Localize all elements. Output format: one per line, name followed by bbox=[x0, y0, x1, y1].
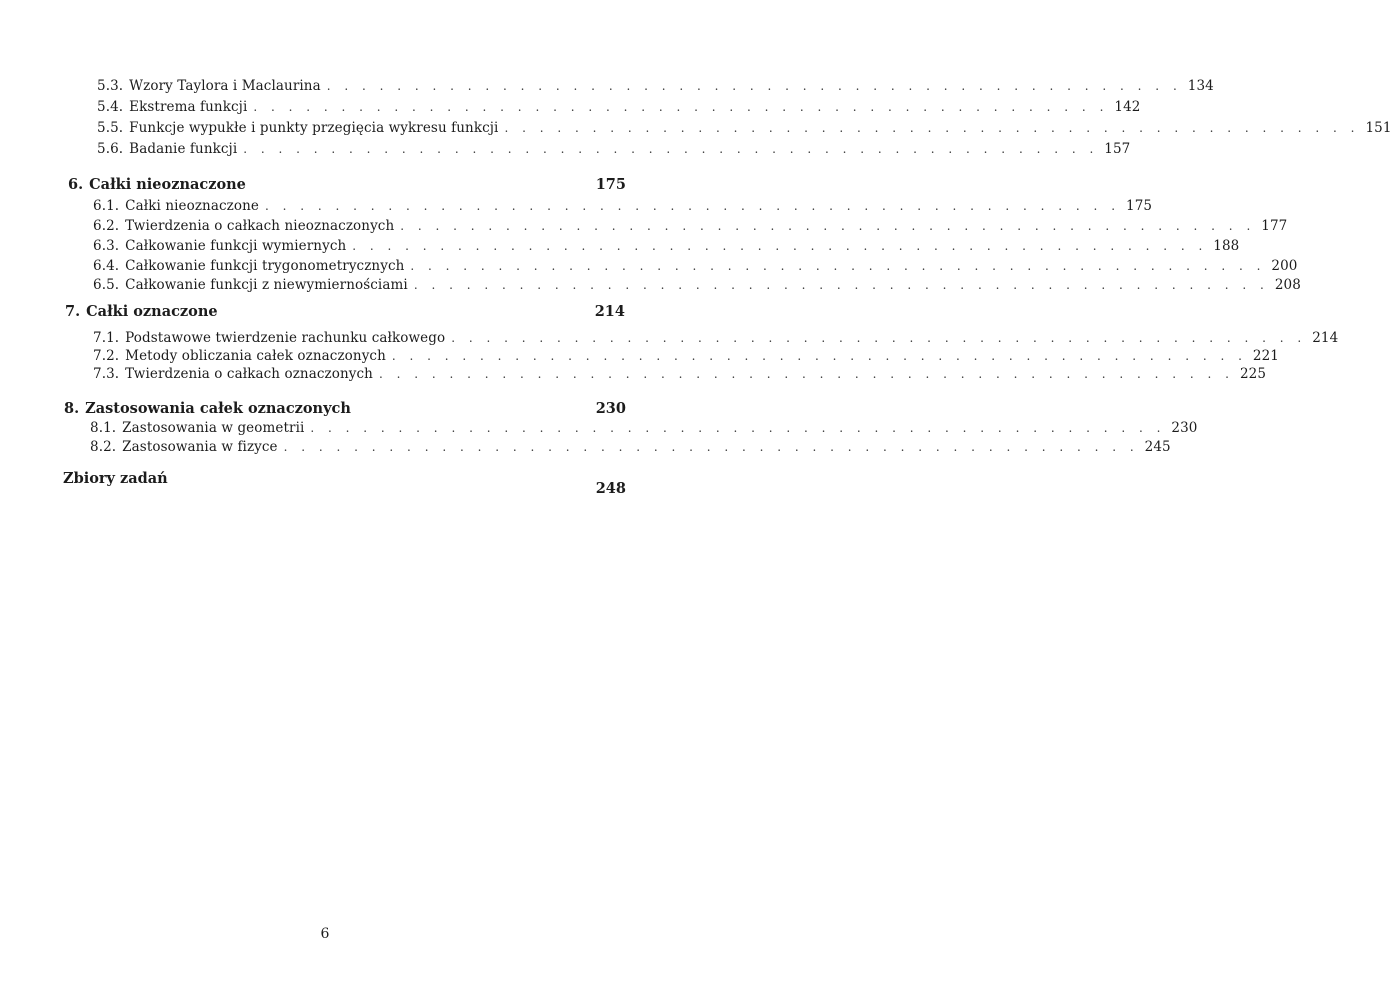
toc-chapter bbox=[63, 470, 626, 497]
toc-entry-number: 5.4. bbox=[97, 99, 124, 115]
toc-entry-page: 221 bbox=[1252, 348, 1279, 364]
toc-entry-page: 214 bbox=[1312, 330, 1339, 346]
dot-leader: . . . . . . . . . . . . . . . . . . . . . . . . . . . . . . . . . . . . . . . . . . . . . . . . . bbox=[310, 421, 1166, 435]
toc-chapter-page: 214 bbox=[594, 303, 625, 320]
toc-entry-number: 7.3. bbox=[93, 366, 120, 382]
toc-entry-title: Całkowanie funkcji wymiernych bbox=[125, 238, 347, 254]
toc-chapter-title: Całki nieoznaczone bbox=[89, 176, 246, 193]
toc-entry-number: 6.1. bbox=[93, 198, 120, 214]
dot-leader: . . . . . . . . . . . . . . . . . . . . . . . . . . . . . . . . . . . . . . . . . . . . . . . . . bbox=[253, 100, 1109, 114]
dot-leader: . . . . . . . . . . . . . . . . . . . . . . . . . . . . . . . . . . . . . . . . . . . . . . . . . bbox=[243, 142, 1099, 156]
toc-entry-number: 6.4. bbox=[93, 258, 120, 274]
toc-entry bbox=[93, 330, 1339, 346]
toc-chapter-number: 7. bbox=[65, 303, 81, 320]
toc-entry-page: 188 bbox=[1213, 238, 1240, 254]
toc-entry-page: 142 bbox=[1114, 99, 1141, 115]
toc-entry-title: Ekstrema funkcji bbox=[129, 99, 248, 115]
toc-entry-title: Zastosowania w fizyce bbox=[122, 439, 278, 455]
toc-entry-page: 208 bbox=[1274, 277, 1301, 293]
toc-entry bbox=[93, 198, 1153, 214]
toc-entry-title: Twierdzenia o całkach oznaczonych bbox=[125, 366, 373, 382]
toc-chapter-title: Zastosowania całek oznaczonych bbox=[85, 400, 351, 417]
dot-leader: . . . . . . . . . . . . . . . . . . . . . . . . . . . . . . . . . . . . . . . . . . . . . . . . . bbox=[283, 440, 1139, 454]
toc-entry-title: Twierdzenia o całkach nieoznaczonych bbox=[125, 218, 395, 234]
toc-chapter-number: 8. bbox=[64, 400, 80, 417]
toc-chapter-page: 230 bbox=[595, 400, 626, 417]
toc-entry-number: 5.6. bbox=[97, 141, 124, 157]
toc-entry bbox=[93, 258, 1298, 274]
toc-entry-number: 5.3. bbox=[97, 78, 124, 94]
toc-entry bbox=[90, 439, 1171, 455]
toc-chapter-number: 6. bbox=[68, 176, 84, 193]
toc-entry-page: 245 bbox=[1144, 439, 1171, 455]
toc-entry-title: Wzory Taylora i Maclaurina bbox=[129, 78, 321, 94]
toc-entry bbox=[90, 420, 1198, 436]
toc-entry-page: 225 bbox=[1239, 366, 1267, 382]
toc-chapter bbox=[65, 303, 625, 320]
toc-entry bbox=[97, 78, 1214, 94]
toc-entry-number: 5.5. bbox=[97, 120, 124, 136]
dot-leader: . . . . . . . . . . . . . . . . . . . . . . . . . . . . . . . . . . . . . . . . . . . . . . . . . bbox=[352, 239, 1208, 253]
dot-leader: . . . . . . . . . . . . . . . . . . . . . . . . . . . . . . . . . . . . . . . . . . . . . . . . . bbox=[400, 219, 1256, 233]
toc-entry-page: 200 bbox=[1271, 258, 1298, 274]
toc-entry bbox=[97, 141, 1131, 157]
toc-entry-title: Zastosowania w geometrii bbox=[122, 420, 305, 436]
dot-leader: . . . . . . . . . . . . . . . . . . . . . . . . . . . . . . . . . . . . . . . . . . . . . . . . . bbox=[378, 367, 1234, 381]
toc-entry-page: 151 bbox=[1365, 120, 1392, 136]
toc-entry-title: Całkowanie funkcji z niewymiernościami bbox=[125, 277, 408, 293]
dot-leader: . . . . . . . . . . . . . . . . . . . . . . . . . . . . . . . . . . . . . . . . . . . . . . . . . bbox=[504, 121, 1360, 135]
toc-entry-page: 157 bbox=[1104, 141, 1131, 157]
toc-chapter-page: 175 bbox=[595, 176, 626, 193]
toc-entry-number: 6.5. bbox=[93, 277, 120, 293]
dot-leader: . . . . . . . . . . . . . . . . . . . . . . . . . . . . . . . . . . . . . . . . . . . . . . . . . bbox=[326, 79, 1182, 93]
toc-entry bbox=[93, 218, 1288, 234]
toc-entry-title: Całkowanie funkcji trygonometrycznych bbox=[125, 258, 405, 274]
dot-leader: . . . . . . . . . . . . . . . . . . . . . . . . . . . . . . . . . . . . . . . . . . . . . . . . . bbox=[265, 199, 1121, 213]
toc-entry-number: 7.2. bbox=[93, 348, 120, 364]
toc-entry-number: 8.1. bbox=[90, 420, 117, 436]
toc-entry-page: 177 bbox=[1261, 218, 1288, 234]
toc-entry bbox=[97, 120, 1392, 136]
toc-chapter bbox=[64, 400, 626, 417]
page-number: 6 bbox=[320, 926, 330, 942]
toc-chapter-title: Zbiory zadań bbox=[63, 470, 168, 487]
toc-entry-number: 6.3. bbox=[93, 238, 120, 254]
toc-entry-number: 6.2. bbox=[93, 218, 120, 234]
toc-entry-page: 230 bbox=[1171, 420, 1198, 436]
toc-entry-page: 134 bbox=[1187, 78, 1214, 94]
toc-chapter-page: 248 bbox=[595, 480, 626, 497]
toc-entry bbox=[93, 348, 1279, 364]
dot-leader: . . . . . . . . . . . . . . . . . . . . . . . . . . . . . . . . . . . . . . . . . . . . . . . . . bbox=[413, 278, 1269, 292]
toc-chapter bbox=[68, 176, 626, 193]
toc-entry-number: 8.2. bbox=[90, 439, 117, 455]
dot-leader: . . . . . . . . . . . . . . . . . . . . . . . . . . . . . . . . . . . . . . . . . . . . . . . . . bbox=[410, 259, 1266, 273]
toc-entry-title: Podstawowe twierdzenie rachunku całkowego bbox=[125, 330, 446, 346]
toc-entry-title: Funkcje wypukłe i punkty przegięcia wykresu funkcji bbox=[129, 120, 499, 136]
toc-entry bbox=[93, 238, 1240, 254]
toc-entry bbox=[97, 99, 1141, 115]
toc-chapter-title: Całki oznaczone bbox=[86, 303, 218, 320]
dot-leader: . . . . . . . . . . . . . . . . . . . . . . . . . . . . . . . . . . . . . . . . . . . . . . . . . bbox=[391, 349, 1247, 363]
toc-entry-title: Badanie funkcji bbox=[129, 141, 238, 157]
toc-entry-title: Metody obliczania całek oznaczonych bbox=[125, 348, 386, 364]
dot-leader: . . . . . . . . . . . . . . . . . . . . . . . . . . . . . . . . . . . . . . . . . . . . . . . . . bbox=[451, 331, 1307, 345]
toc-entry-number: 7.1. bbox=[93, 330, 120, 346]
toc-entry-title: Całki nieoznaczone bbox=[125, 198, 259, 214]
toc-entry bbox=[93, 366, 1267, 382]
toc-entry-page: 175 bbox=[1126, 198, 1153, 214]
toc-entry bbox=[93, 277, 1301, 293]
